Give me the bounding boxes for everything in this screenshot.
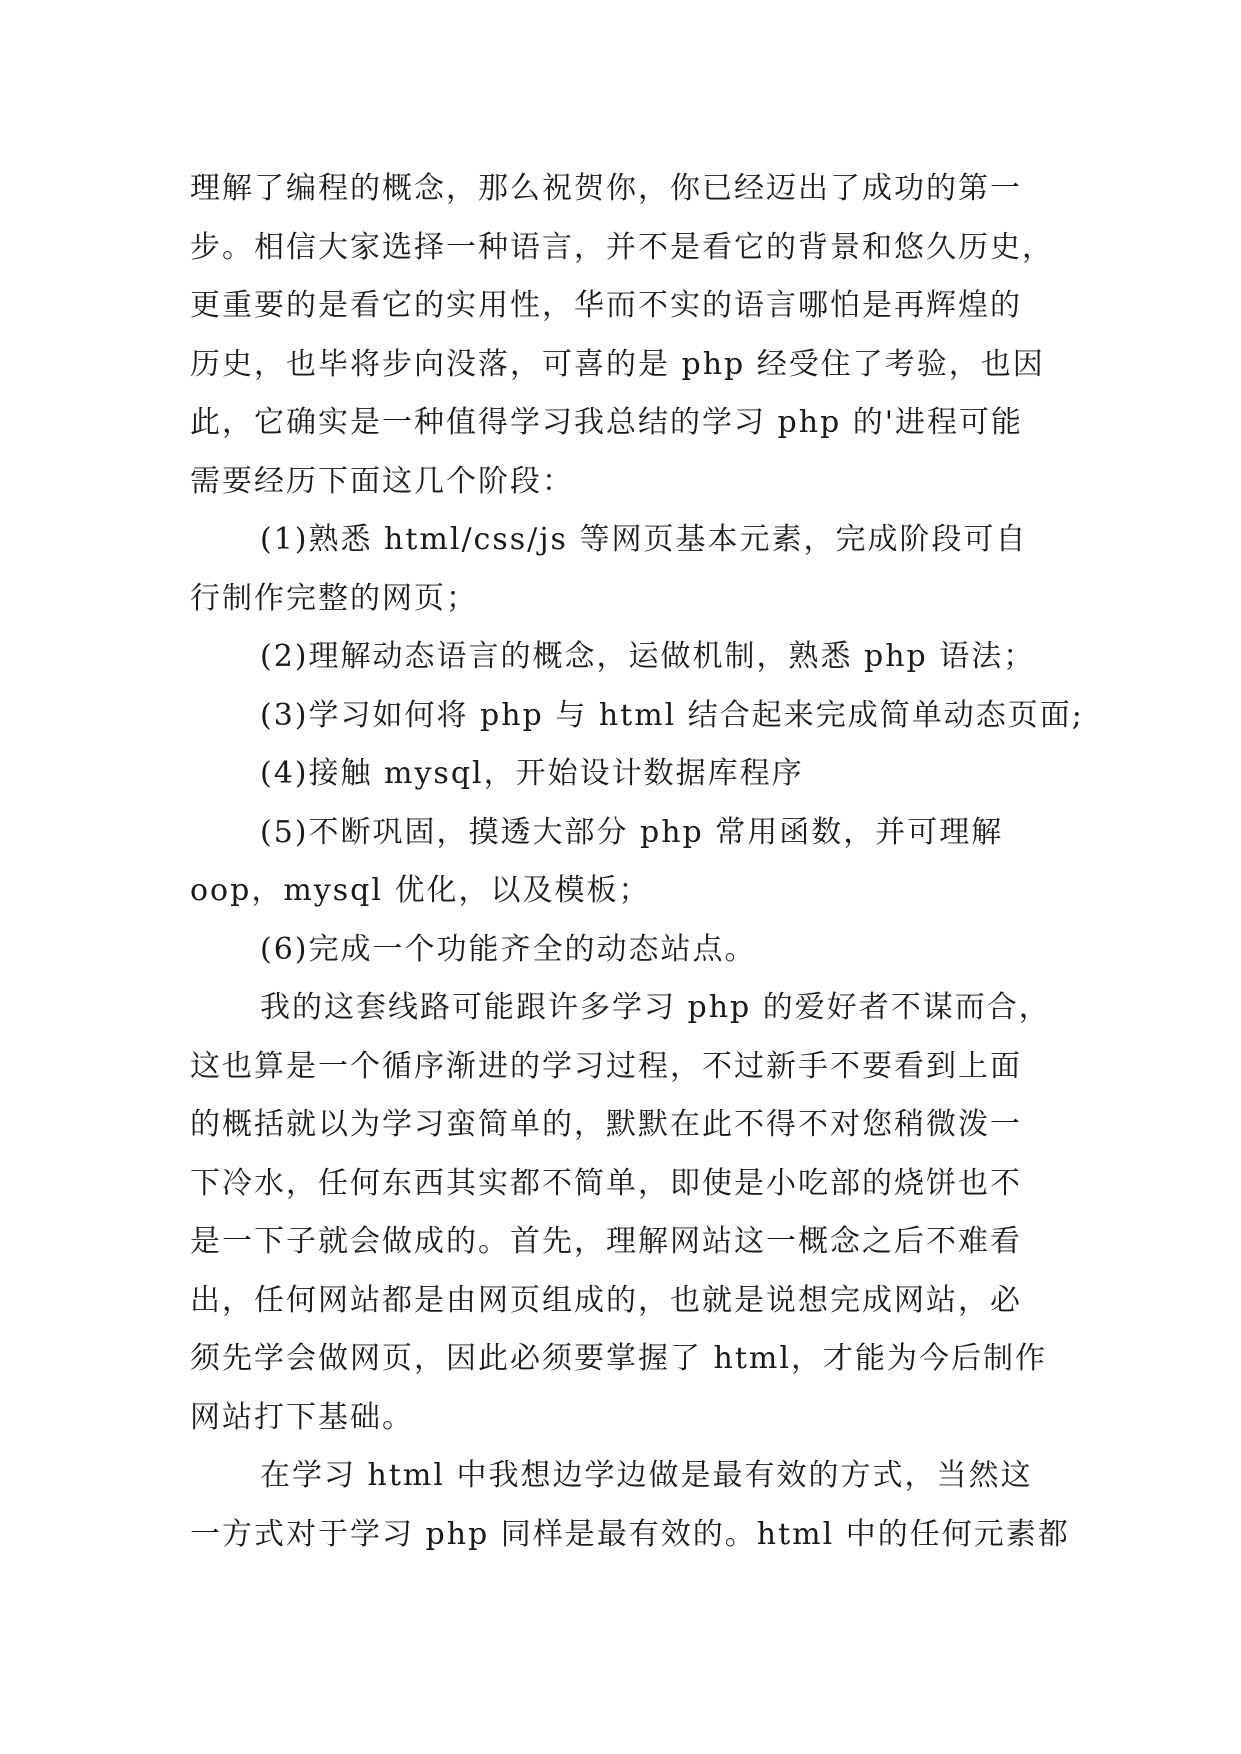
list-item-3: (3)学习如何将 php 与 html 结合起来完成简单动态页面;	[260, 697, 1084, 733]
text-line: 行制作完整的网页；	[190, 580, 478, 616]
list-item-4: (4)接触 mysql，开始设计数据库程序	[260, 756, 804, 791]
text-line: 理解了编程的概念，那么祝贺你，你已经迈出了成功的第一	[190, 171, 1022, 206]
list-item-1: (1)熟悉 html/css/js 等网页基本元素，完成阶段可自	[260, 522, 1028, 557]
text-line: 此，它确实是一种值得学习我总结的学习 php 的'进程可能	[190, 405, 1024, 440]
text-line: 步。相信大家选择一种语言，并不是看它的背景和悠久历史，	[190, 229, 1054, 265]
list-item-6: (6)完成一个功能齐全的动态站点。	[260, 931, 757, 967]
paragraph-start: 我的这套线路可能跟许多学习 php 的爱好者不谋而合，	[260, 990, 1051, 1025]
text-line: 历史，也毕将步向没落，可喜的是 php 经受住了考验，也因	[190, 346, 1045, 382]
text-line: 这也算是一个循序渐进的学习过程，不过新手不要看到上面	[190, 1048, 1022, 1084]
text-line: 须先学会做网页，因此必须要掌握了 html，才能为今后制作	[190, 1341, 1047, 1376]
body-text	[190, 160, 1084, 1564]
text-line: 更重要的是看它的实用性，华而不实的语言哪怕是再辉煌的	[190, 288, 1022, 323]
text-line: 网站打下基础。	[190, 1399, 414, 1435]
text-line: 是一下子就会做成的。首先，理解网站这一概念之后不难看	[190, 1224, 1022, 1259]
text-line: 需要经历下面这几个阶段：	[190, 463, 574, 499]
text-line: 的概括就以为学习蛮简单的，默默在此不得不对您稍微泼一	[190, 1107, 1022, 1142]
list-item-2: (2)理解动态语言的概念，运做机制，熟悉 php 语法；	[260, 639, 1036, 674]
paragraph-start: 在学习 html 中我想边学边做是最有效的方式，当然这	[260, 1458, 1033, 1493]
text-line: 一方式对于学习 php 同样是最有效的。html 中的任何元素都	[190, 1516, 1070, 1552]
text-line: 下冷水，任何东西其实都不简单，即使是小吃部的烧饼也不	[190, 1165, 1022, 1201]
list-item-5: (5)不断巩固，摸透大部分 php 常用函数，并可理解	[260, 814, 1004, 850]
text-line: 出，任何网站都是由网页组成的，也就是说想完成网站，必	[190, 1282, 1022, 1318]
text-line: oop，mysql 优化，以及模板；	[190, 873, 651, 908]
